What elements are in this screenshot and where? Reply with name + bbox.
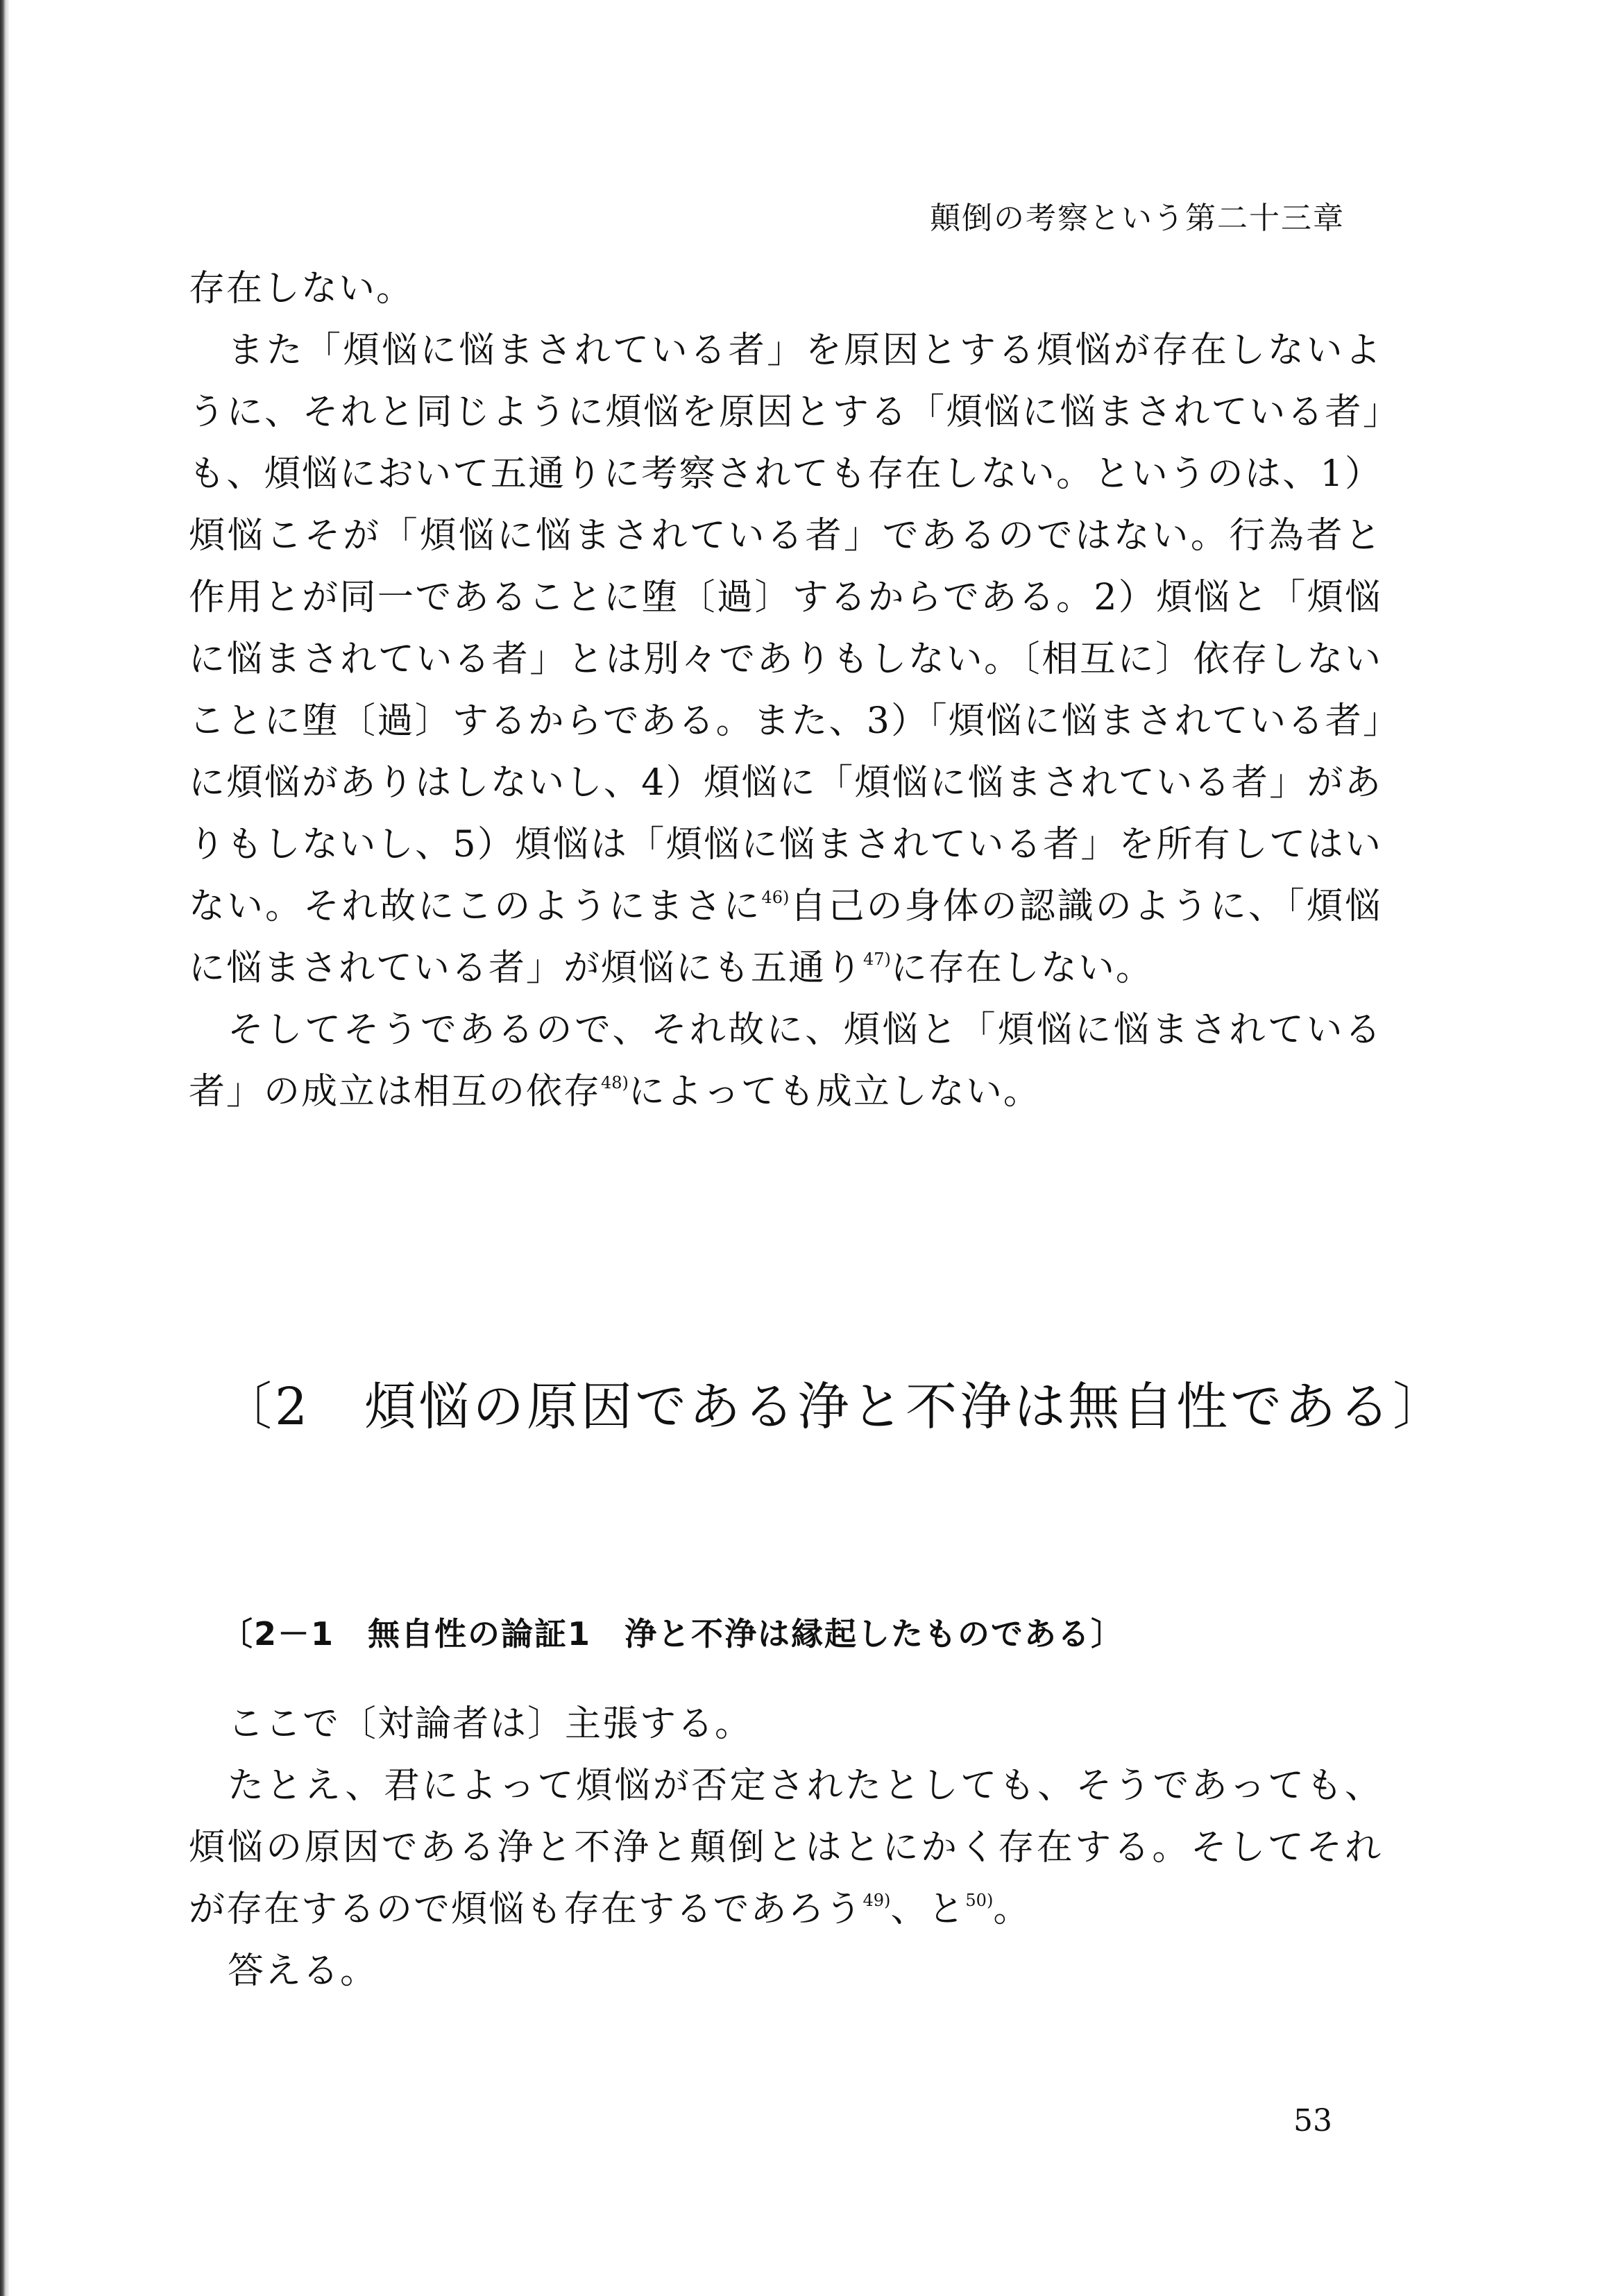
paragraph-answer: 答える。 <box>228 1950 378 1992</box>
text-run: に存在しない。 <box>890 947 1153 989</box>
text-run: によっても成立しない。 <box>628 1071 1041 1113</box>
footnote-ref-46[interactable]: 46) <box>761 888 790 907</box>
text-run: また「煩悩に悩まされている者」を原因とする煩悩が存在しないように、それと同じように煩悩を原因とする「煩悩に悩まされている者」も、煩悩において五通りに考察されても存在しない。というのは、1）煩悩こそが「煩悩に悩まされている者」であるのではない。行為者と作用とが同一であることに堕〔過〕するからである。2）煩悩と「煩悩に悩まされている者」とは別々でありもしない。〔相互に〕依存しないことに堕〔過〕するからである。また、3）「煩悩に悩まされている者」に煩悩がありはしないし、4）煩悩に「煩悩に悩まされている者」がありもしないし、5）煩悩は「煩悩に悩まされている者」を所有してはいない。それ故にこのようにまさに <box>189 330 1382 927</box>
text-run: 自己の身体の認識のように、「煩悩に悩まされている者」が煩悩にも五通り <box>189 886 1382 989</box>
scan-binding-edge <box>0 0 10 2296</box>
footnote-ref-48[interactable]: 48) <box>601 1073 629 1092</box>
text-run: 、と <box>890 1889 966 1930</box>
footnote-ref-47[interactable]: 47) <box>863 949 891 969</box>
section-heading: 〔2 煩悩の原因である浄と不浄は無自性である〕 <box>221 1377 1447 1437</box>
footnote-ref-49[interactable]: 49) <box>863 1891 891 1910</box>
text-run: そしてそうであるので、それ故に、煩悩と「煩悩に悩まされている者」の成立は相互の依存 <box>189 1009 1382 1113</box>
body-text-block-2 <box>189 1694 1382 2002</box>
paragraph-opponent-claims: ここで〔対論者は〕主張する。 <box>228 1703 753 1745</box>
paragraph-continuation: 存在しない。 <box>189 268 414 310</box>
subsection-heading: 〔2－1 無自性の論証1 浄と不浄は縁起したものである〕 <box>221 1615 1125 1653</box>
paragraph-mutual-dependence <box>189 999 1382 1123</box>
paragraph-five-ways <box>189 320 1382 999</box>
paragraph-opponent-argument <box>189 1755 1382 1941</box>
running-header: 顛倒の考察という第二十三章 <box>930 201 1345 236</box>
text-run: 。 <box>993 1889 1031 1930</box>
footnote-ref-50[interactable]: 50) <box>965 1891 994 1910</box>
body-text-block-1 <box>189 258 1382 1123</box>
page-number: 53 <box>1293 2103 1332 2138</box>
text-run: たとえ、君によって煩悩が否定されたとしても、そうであっても、煩悩の原因である浄と不浄と顛倒とはとにかく存在する。そしてそれが存在するので煩悩も存在するであろう <box>189 1765 1382 1930</box>
